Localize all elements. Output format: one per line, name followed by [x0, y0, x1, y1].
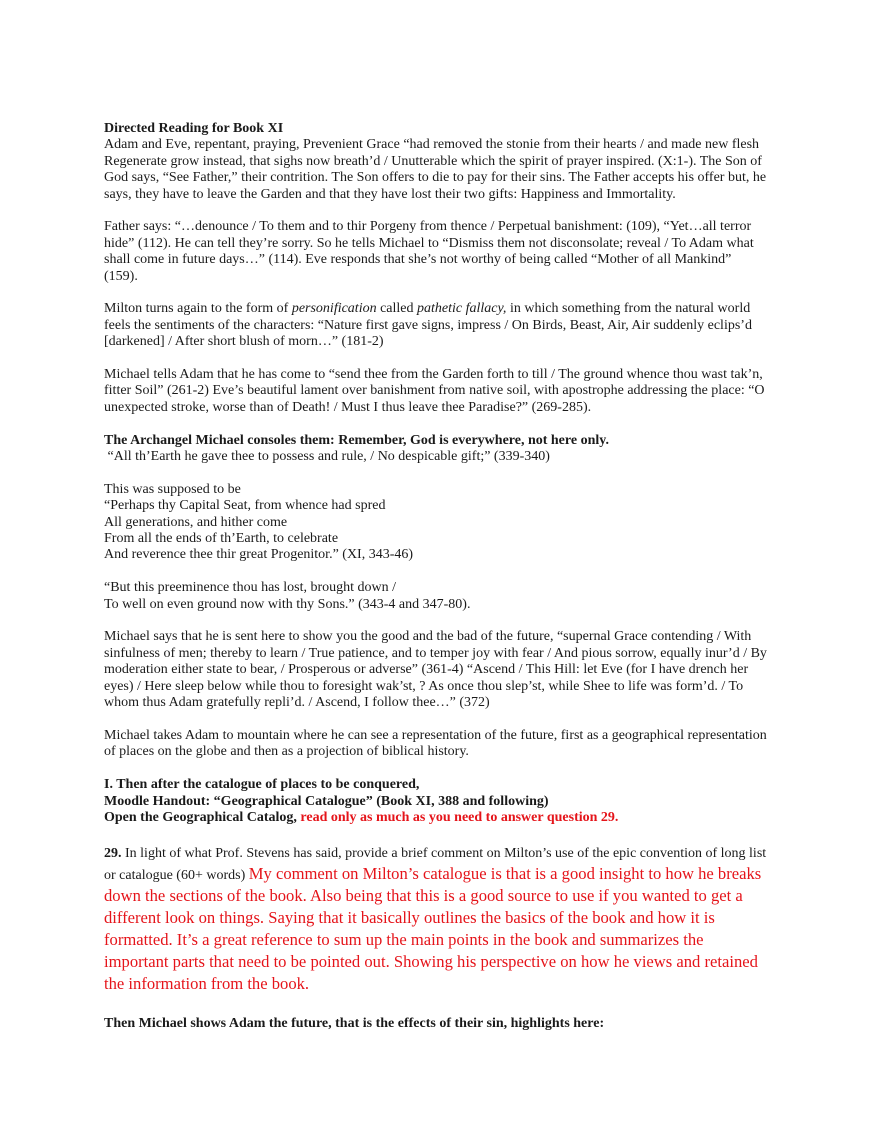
paragraph-father-says: Father says: “…denounce / To them and to thir Porgeny from thence / Perpetual banishment: (109), “Yet…all terror hide” (112). He can tell they’re sorry. So he tells Michael to “Dismiss them not disconsolate; reveal / To Adam what shall come in future days…” (114). Eve responds that she’s not worthy of being called “Mother of all Mankind” (159).: [104, 219, 754, 284]
paragraph-prevenient-grace: Adam and Eve, repentant, praying, Prevenient Grace “had removed the stonie from their hearts / and made new flesh Regenerate grow instead, that sighs now breath’d / Unutterable which the spirit of prayer inspired. (X:1-). The Son of God says, “See Father,” their contrition. The Son offers to die to pay for their sins. The Father accepts his offer but, he says, they have to leave the Garden and that they have lost their two gifts: Happiness and Immortality.: [104, 137, 767, 202]
verse-line: And reverence thee thir great Progenitor.” (XI, 343-46): [104, 547, 414, 563]
verse-line: This was supposed to be: [104, 481, 241, 497]
verse-line: From all the ends of th’Earth, to celebrate: [104, 531, 339, 547]
quote-all-the-earth: “All th’Earth he gave thee to possess and rule, / No despicable gift;” (339-340): [104, 449, 550, 465]
spacer: [104, 285, 768, 301]
spacer: [104, 826, 768, 842]
term-pathetic-fallacy: pathetic fallacy,: [417, 301, 507, 317]
paragraph-michael-tells-adam: Michael tells Adam that he has come to “send thee from the Garden forth to till / The ground whence thou wast tak’n, fitter Soil” (261-2) Eve’s beautiful lament over banishment from native soil, with apostrophe addressing the place: “O unexpected stroke, worse than of Death! / Must I thus leave thee Paradise?” (269-285).: [104, 367, 765, 415]
spacer: [104, 203, 768, 219]
spacer: [104, 465, 768, 481]
spacer: [104, 712, 768, 728]
paragraph-mountain-vision: Michael takes Adam to mountain where he can see a representation of the future, first as a geographical representation of places on the globe and then as a projection of biblical history.: [104, 727, 767, 760]
paragraph-supernal-grace: Michael says that he is sent here to show you the good and the bad of the future, “supernal Grace contending / With sinfulness of men; thereby to learn / True patience, and to temper joy with fear / And pious sorrow, equally inur’d / By moderation either state to bear, / Prosperous or adverse” (361-4) “Ascend / This Hill: let Eve (for I have drench her eyes) / Here sleep below while thou to foresight wak’st, ? As once thou slep’st, while Shee to life was form’d. / To whom thus Adam gratefully repli’d. / Ascend, I follow thee…” (372): [104, 629, 767, 711]
verse-line: “Perhaps thy Capital Seat, from whence had spred: [104, 498, 386, 514]
spacer: [104, 761, 768, 777]
text-run: Milton turns again to the form of: [104, 301, 292, 317]
term-personification: personification: [291, 301, 377, 317]
final-heading: Then Michael shows Adam the future, that is the effects of their sin, highlights here:: [104, 1015, 605, 1031]
paragraph-pathetic-fallacy: [104, 301, 768, 350]
document-title: Directed Reading for Book XI: [104, 121, 284, 136]
spacer: [104, 564, 768, 580]
spacer: [104, 416, 768, 432]
verse-line: All generations, and hither come: [104, 514, 288, 530]
verse-line: “But this preeminence thou has lost, brought down /: [104, 580, 397, 596]
question-29: [104, 843, 768, 996]
text-run: called: [376, 301, 418, 317]
instruction-red-text: read only as much as you need to answer question 29.: [300, 809, 619, 825]
verse-line: To well on even ground now with thy Sons.” (343-4 and 347-80).: [104, 596, 471, 612]
spacer: [104, 351, 768, 367]
question-number: 29.: [104, 845, 122, 861]
spacer: [104, 613, 768, 629]
text-run: in which something from the natural world feels the sentiments of the characters: “Nature first gave signs, impress / On Birds, Beast, Air, Air suddenly eclips’d [darkened] / After short blush of morn…” (181-2): [104, 301, 752, 350]
document-page: [104, 121, 768, 1032]
instruction-text: Open the Geographical Catalog,: [104, 809, 301, 825]
spacer: [104, 996, 768, 1016]
question-prompt: In light of what Prof. Stevens has said, provide a brief comment on Milton’s use of the epic convention of long list or catalogue (60+ words): [104, 845, 767, 883]
open-catalog-instruction: [104, 810, 768, 826]
moodle-handout-line: Moodle Handout: “Geographical Catalogue” (Book XI, 388 and following): [104, 793, 549, 809]
section-heading-catalogue: I. Then after the catalogue of places to be conquered,: [104, 777, 420, 793]
student-answer: My comment on Milton’s catalogue is that is a good insight to how he breaks down the sections of the book. Also being that this is a good source to use if you wanted to get a different look on things. Saying that it basically outlines the basics of the book and how it is formatted. It’s a great reference to sum up the main points in the book and summarizes the important parts that need to be pointed out. Showing his perspective on how he views and retained the information from the book.: [104, 863, 762, 993]
heading-archangel-consoles: The Archangel Michael consoles them: Remember, God is everywhere, not here only.: [104, 432, 609, 448]
